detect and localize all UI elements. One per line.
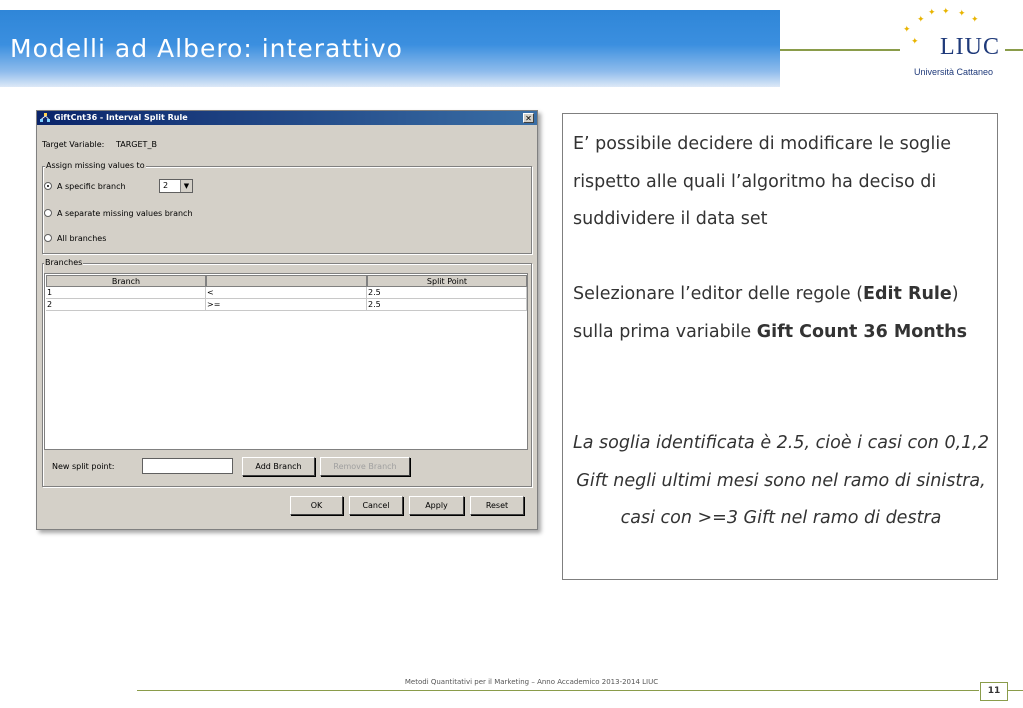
- radio-all-branches-label: All branches: [57, 234, 107, 243]
- table-header-split-point[interactable]: Split Point: [367, 275, 527, 287]
- radio-specific-branch[interactable]: [44, 182, 52, 190]
- table-cell-branch[interactable]: 1: [46, 287, 206, 299]
- logo-subtitle: Università Cattaneo: [914, 67, 994, 77]
- apply-button[interactable]: Apply: [409, 496, 464, 515]
- liuc-logo: [895, 8, 1023, 83]
- split-rule-dialog: [36, 110, 538, 530]
- close-icon[interactable]: ✕: [523, 113, 534, 123]
- table-header-branch[interactable]: Branch: [46, 275, 206, 287]
- remove-branch-button[interactable]: Remove Branch: [320, 457, 410, 476]
- explanation-paragraph-2: [573, 276, 993, 351]
- header-divider: [780, 49, 900, 51]
- chevron-down-icon[interactable]: ▼: [180, 180, 192, 192]
- branch-select[interactable]: [159, 179, 193, 193]
- explanation-paragraph-3: La soglia identificata è 2.5, cioè i casi con 0,1,2 Gift negli ultimi mesi sono nel ramo di sinistra, casi con >=3 Gift nel ramo di destra: [573, 433, 989, 528]
- radio-separate-branch[interactable]: [44, 209, 52, 217]
- target-variable-value: TARGET_B: [116, 140, 157, 149]
- branches-table: [44, 273, 528, 450]
- radio-specific-branch-label: A specific branch: [57, 182, 126, 191]
- table-header-operator[interactable]: [206, 275, 367, 287]
- branches-group-label: Branches: [45, 258, 83, 267]
- table-cell-split-point[interactable]: 2.5: [367, 287, 527, 299]
- ok-button[interactable]: OK: [290, 496, 343, 515]
- explanation-paragraph-1: E’ possibile decidere di modificare le soglie rispetto alle quali l’algoritmo ha deciso di suddividere il data set: [573, 134, 952, 229]
- logo-stars-icon: ✦ ✦ ✦ ✦ ✦ ✦ ✦: [903, 7, 979, 47]
- footer-divider-right: [1008, 690, 1023, 691]
- branch-select-value: 2: [163, 181, 169, 190]
- target-variable-label: Target Variable:: [42, 140, 105, 149]
- dialog-titlebar: [37, 111, 537, 125]
- explanation-textbox: [562, 113, 998, 580]
- para2-edit-rule: Edit Rule: [863, 284, 952, 304]
- para2-gift-count: Gift Count 36 Months: [756, 321, 968, 342]
- page-number: 11: [980, 682, 1008, 701]
- table-cell-operator[interactable]: >=: [206, 299, 367, 311]
- reset-button[interactable]: Reset: [470, 496, 524, 515]
- cancel-button[interactable]: Cancel: [349, 496, 403, 515]
- para2-text-a: Selezionare l’editor delle regole (: [573, 284, 864, 304]
- dialog-title: GiftCnt36 - Interval Split Rule: [54, 113, 188, 122]
- slide-title: Modelli ad Albero: interattivo: [10, 34, 403, 63]
- slide-footer: Metodi Quantitativi per il Marketing – Anno Accademico 2013-2014 LIUC: [404, 678, 659, 686]
- new-split-point-label: New split point:: [52, 462, 115, 471]
- add-branch-button[interactable]: Add Branch: [242, 457, 315, 476]
- logo-wordmark: LIUC: [940, 34, 1000, 60]
- missing-values-group-label: Assign missing values to: [46, 161, 145, 170]
- table-cell-split-point[interactable]: 2.5: [367, 299, 527, 311]
- radio-separate-branch-label: A separate missing values branch: [57, 209, 193, 218]
- table-cell-operator[interactable]: <: [206, 287, 367, 299]
- tree-app-icon: [40, 113, 50, 123]
- footer-divider: [137, 690, 979, 691]
- table-cell-branch[interactable]: 2: [46, 299, 206, 311]
- radio-all-branches[interactable]: [44, 234, 52, 242]
- para2-text-c: ) sulla prima variabile: [573, 284, 959, 342]
- new-split-point-input[interactable]: [142, 458, 233, 474]
